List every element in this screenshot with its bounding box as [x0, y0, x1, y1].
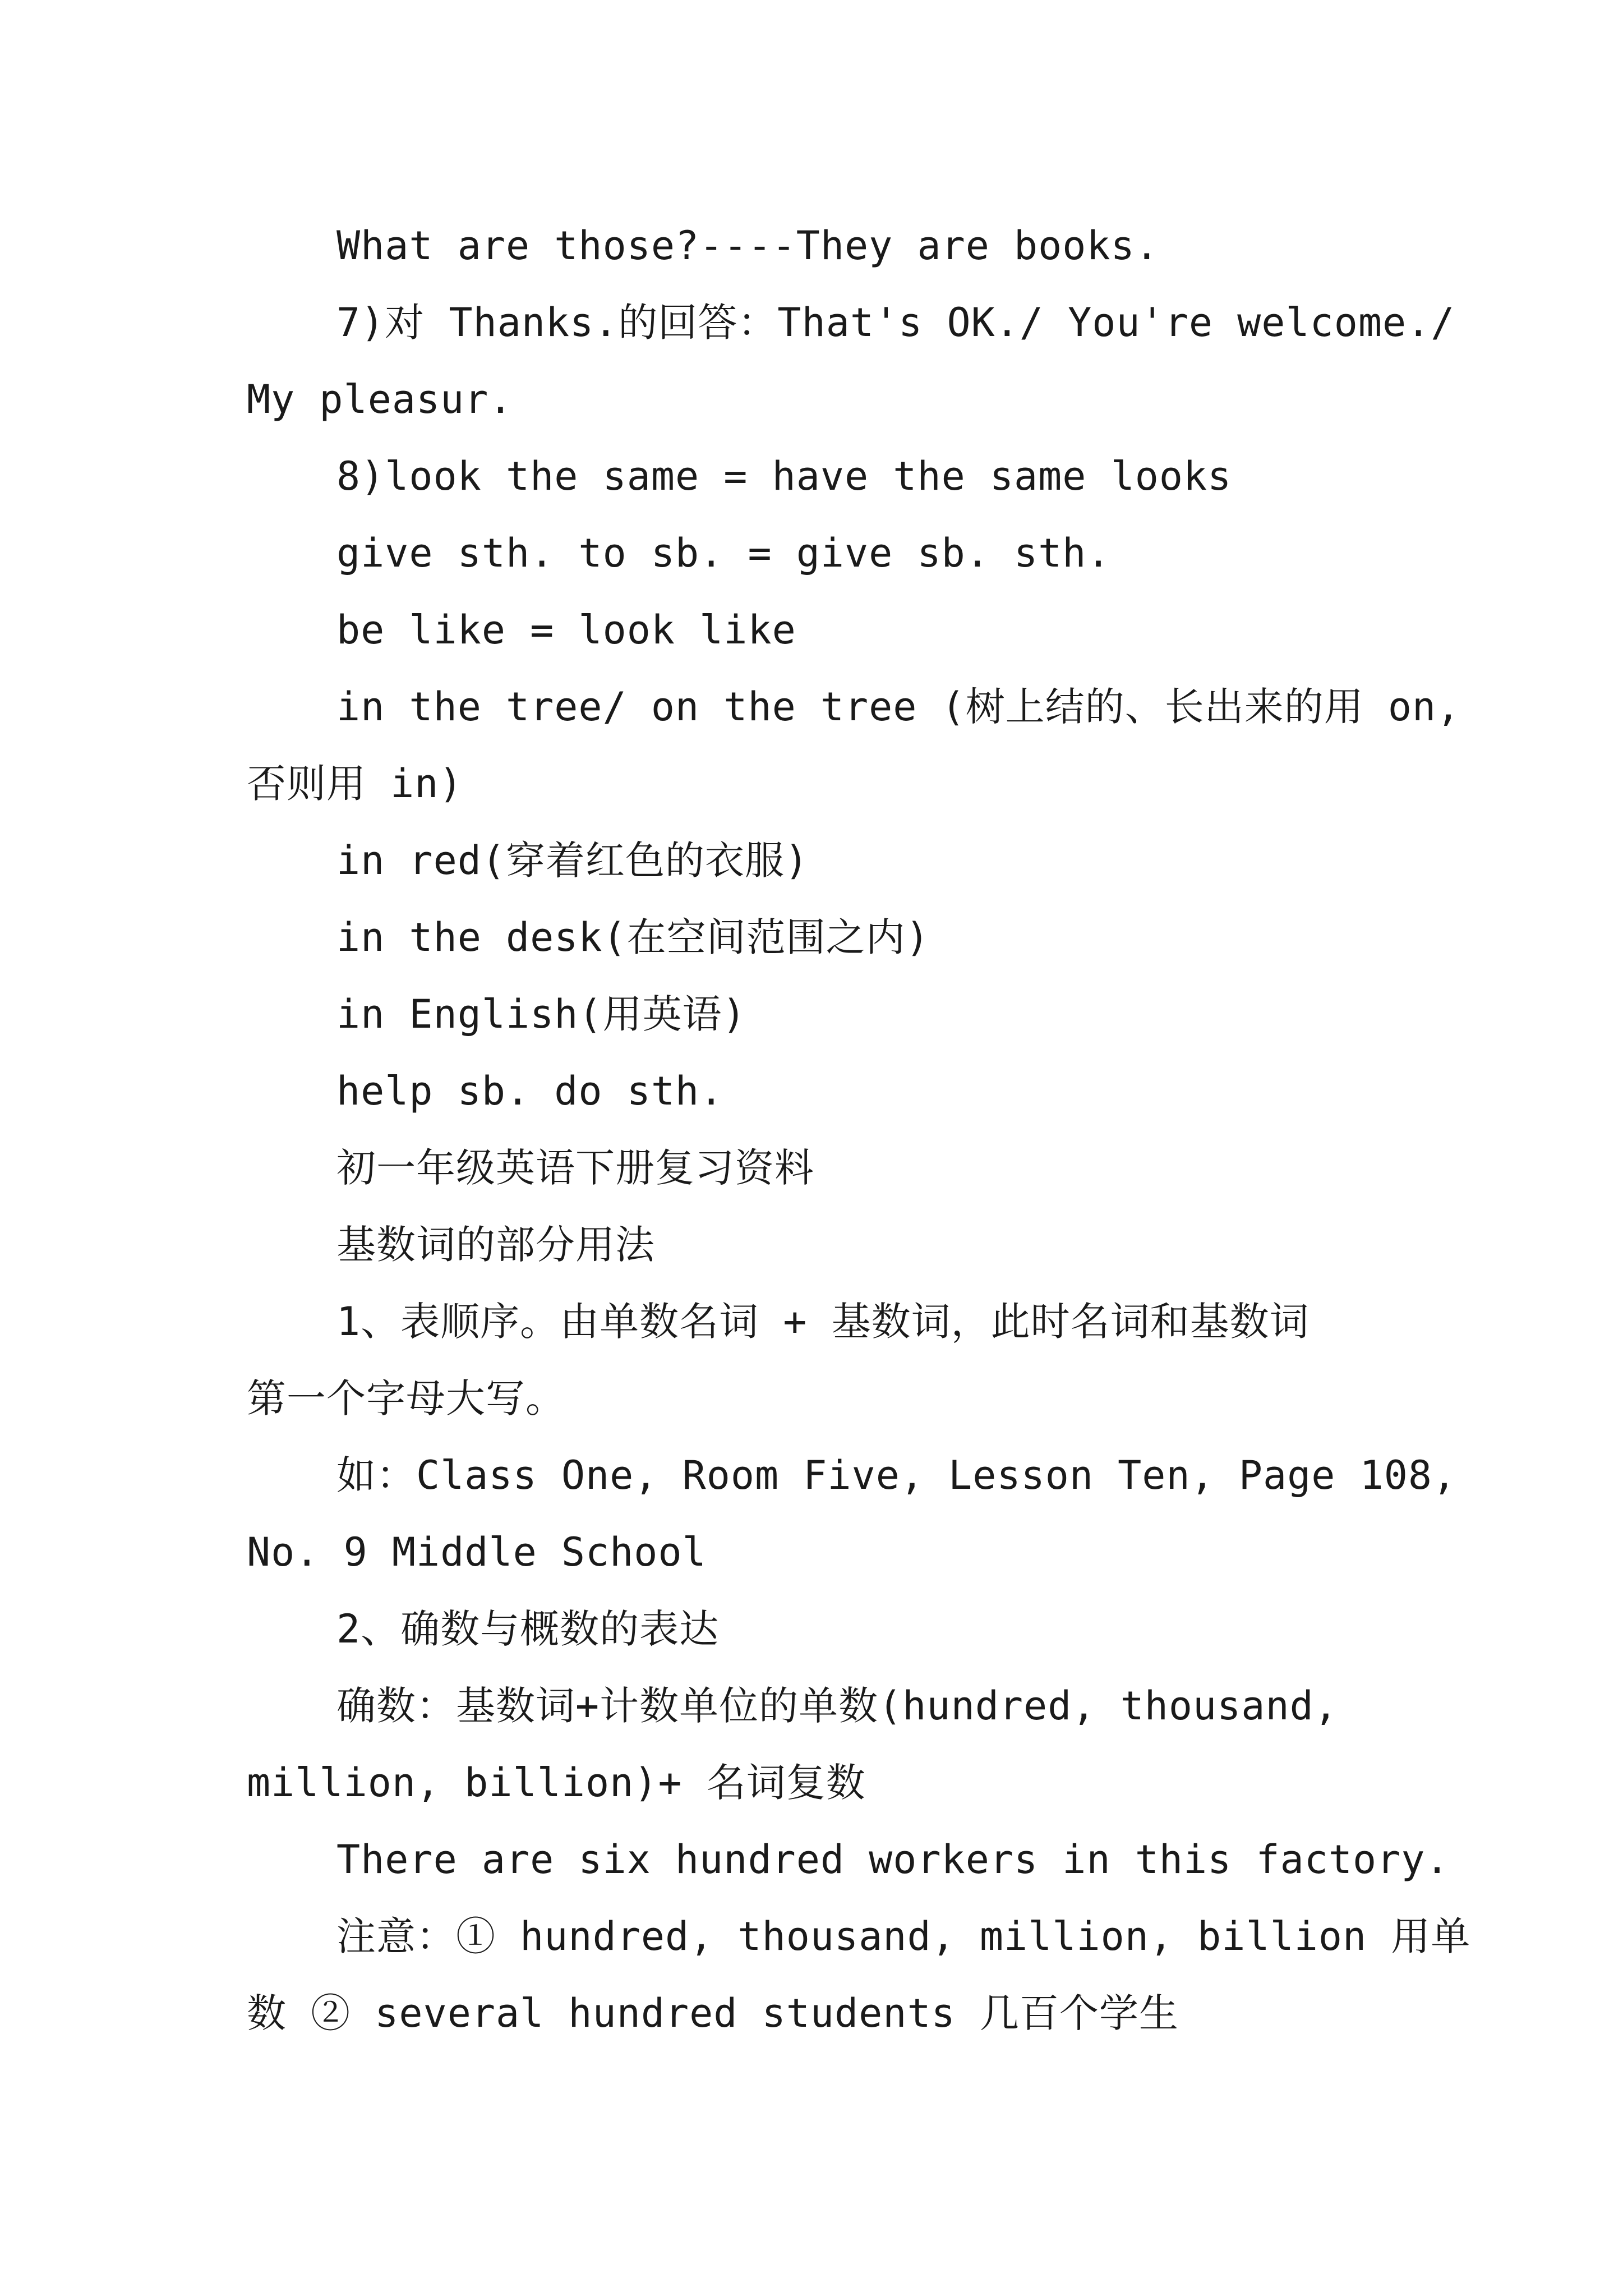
text-line: 1、表顺序。由单数名词 + 基数词，此时名词和基数词 [336, 1299, 1310, 1345]
text-line: in red(穿着红色的衣服) [336, 838, 809, 884]
text-line: 8)look the same = have the same looks [336, 453, 1232, 499]
text-line: million, billion)+ 名词复数 [247, 1760, 866, 1806]
text-line: What are those?----They are books. [336, 223, 1159, 269]
text-line: 数 ② several hundred students 几百个学生 [247, 1990, 1179, 2036]
text-line: No. 9 Middle School [247, 1529, 707, 1575]
text-line: 否则用 in) [247, 761, 463, 807]
text-line: 注意：① hundred, thousand, million, billion 用单 [336, 1913, 1471, 1959]
text-line: in the desk(在空间范围之内) [336, 914, 930, 960]
text-line: help sb. do sth. [336, 1068, 724, 1114]
text-line: 如：Class One, Room Five, Lesson Ten, Page 108, [336, 1452, 1457, 1498]
section-heading: 基数词的部分用法 [336, 1222, 655, 1268]
text-line: be like = look like [336, 607, 796, 653]
text-line: in the tree/ on the tree (树上结的、长出来的用 on, [336, 684, 1461, 730]
text-line: in English(用英语) [336, 991, 746, 1037]
text-line: 确数：基数词+计数单位的单数(hundred, thousand, [336, 1683, 1338, 1729]
document-body [247, 208, 1471, 2052]
text-line: 第一个字母大写。 [247, 1375, 565, 1421]
text-line: give sth. to sb. = give sb. sth. [336, 530, 1111, 576]
section-heading: 初一年级英语下册复习资料 [336, 1145, 814, 1191]
text-line: There are six hundred workers in this factory. [336, 1837, 1450, 1883]
text-line: 2、确数与概数的表达 [336, 1606, 720, 1652]
text-line: 7)对 Thanks.的回答：That's OK./ You're welcome./ [336, 300, 1455, 346]
text-line: My pleasur. [247, 376, 513, 422]
